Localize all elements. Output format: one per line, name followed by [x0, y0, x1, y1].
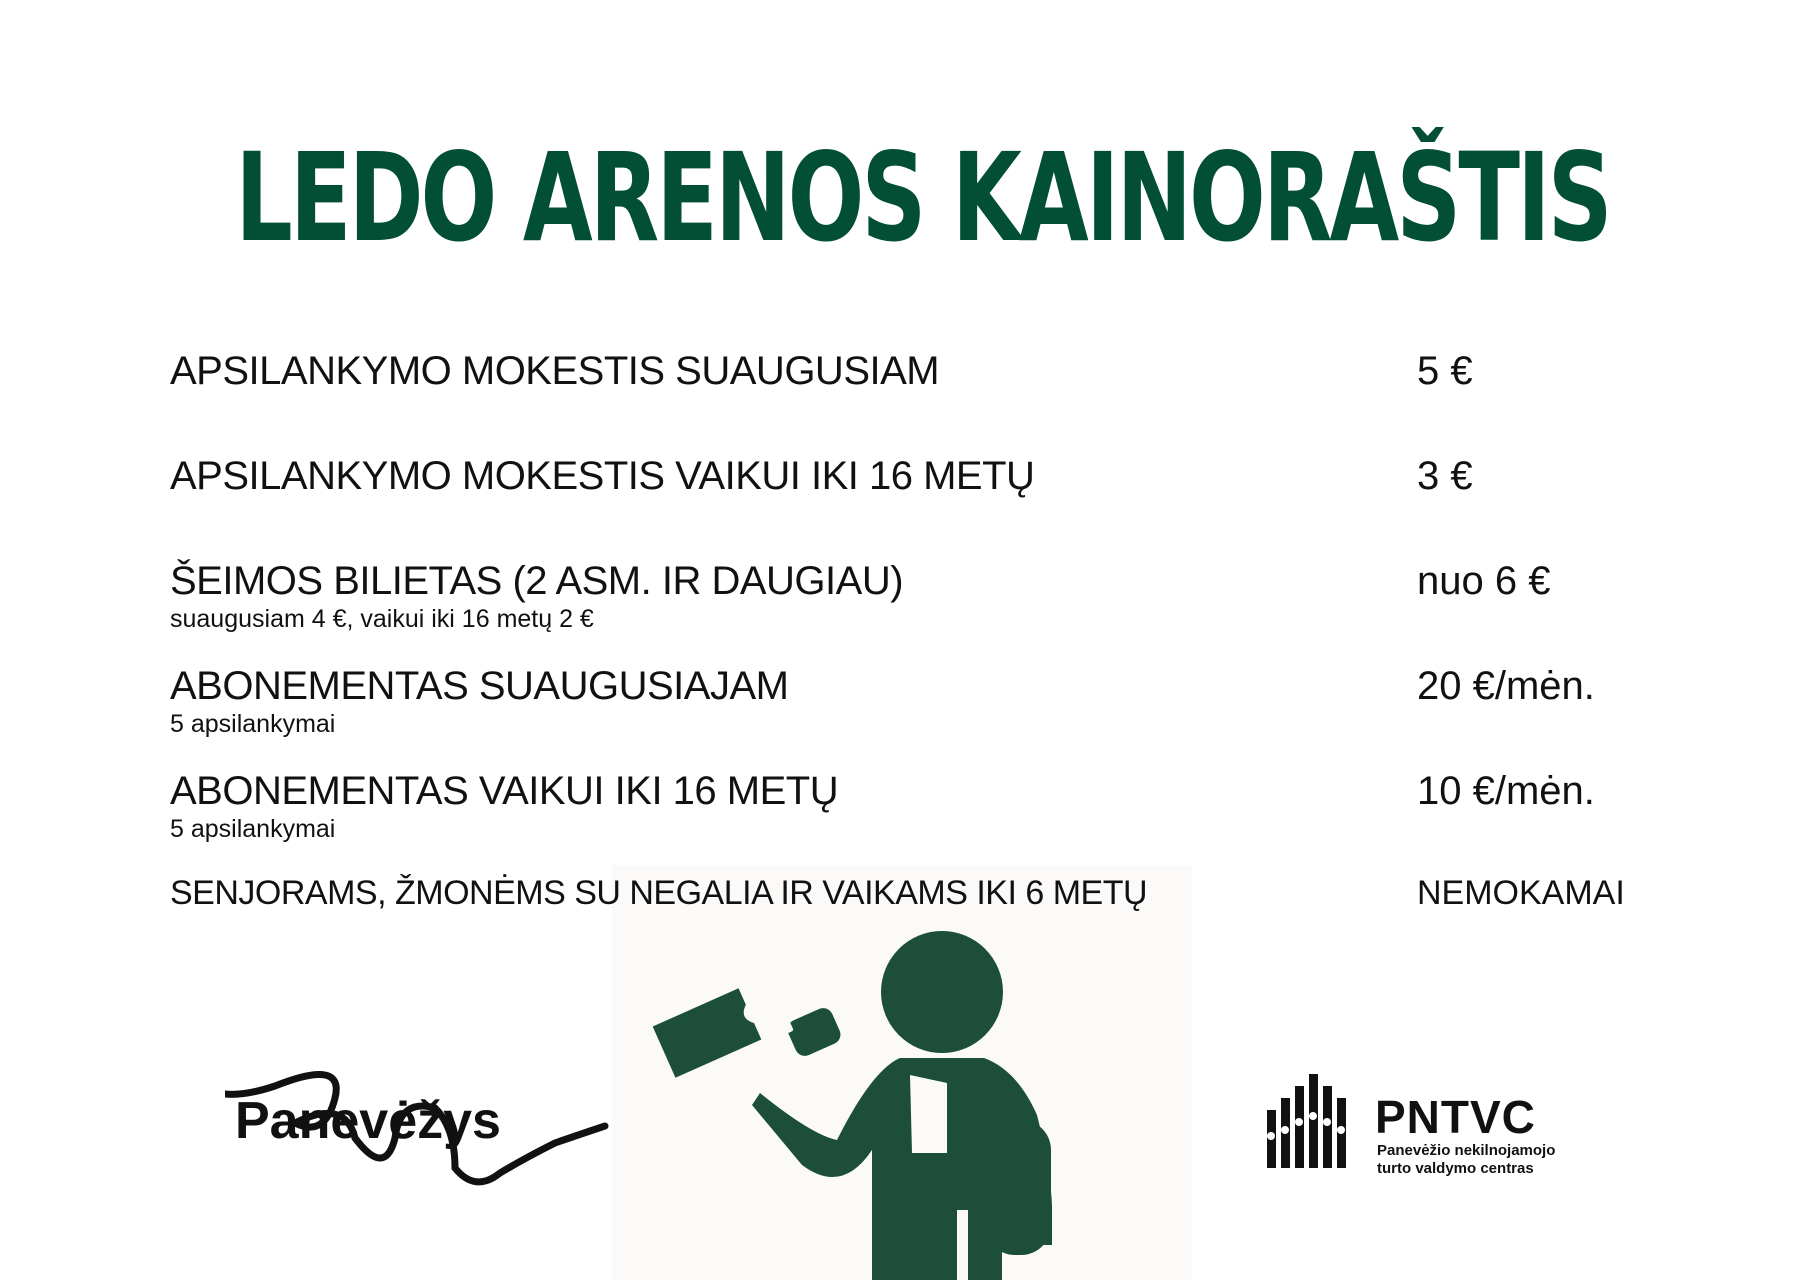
pntvc-logo-subtitle: [1377, 1142, 1607, 1178]
pntvc-logo-icon: [1265, 1072, 1355, 1172]
price-item-name: ABONEMENTAS VAIKUI IKI 16 METŲ: [170, 769, 839, 813]
panevezys-logo: [225, 1058, 615, 1198]
page-title: LEDO ARENOS KAINORAŠTIS: [235, 126, 1610, 269]
price-item-note: 5 apsilankymai: [170, 710, 336, 738]
pntvc-logo-subtitle-line: turto valdymo centras: [1377, 1160, 1534, 1177]
person-with-ticket-icon: [612, 865, 1192, 1280]
price-value: 3 €: [1417, 454, 1473, 498]
price-value: 20 €/mėn.: [1417, 664, 1595, 708]
pntvc-logo-name: PNTVC: [1375, 1091, 1536, 1143]
price-item-name: SENJORAMS, ŽMONĖMS SU NEGALIA IR VAIKAMS IKI 6 METŲ: [170, 874, 1148, 912]
price-item-note: suaugusiam 4 €, vaikui iki 16 metų 2 €: [170, 605, 594, 633]
price-item-name: ŠEIMOS BILIETAS (2 ASM. IR DAUGIAU): [170, 559, 904, 603]
price-value: 5 €: [1417, 349, 1473, 393]
price-item-name: APSILANKYMO MOKESTIS SUAUGUSIAM: [170, 349, 940, 393]
pntvc-logo-subtitle-line: Panevėžio nekilnojamojo: [1377, 1142, 1556, 1159]
price-value: 10 €/mėn.: [1417, 769, 1595, 813]
price-item-note: 5 apsilankymai: [170, 815, 336, 843]
panevezys-logo-text: Panevėžys: [235, 1092, 501, 1150]
price-item-name: APSILANKYMO MOKESTIS VAIKUI IKI 16 METŲ: [170, 454, 1035, 498]
price-item-name: ABONEMENTAS SUAUGUSIAJAM: [170, 664, 789, 708]
price-value: nuo 6 €: [1417, 559, 1551, 603]
price-value: NEMOKAMAI: [1417, 874, 1625, 912]
